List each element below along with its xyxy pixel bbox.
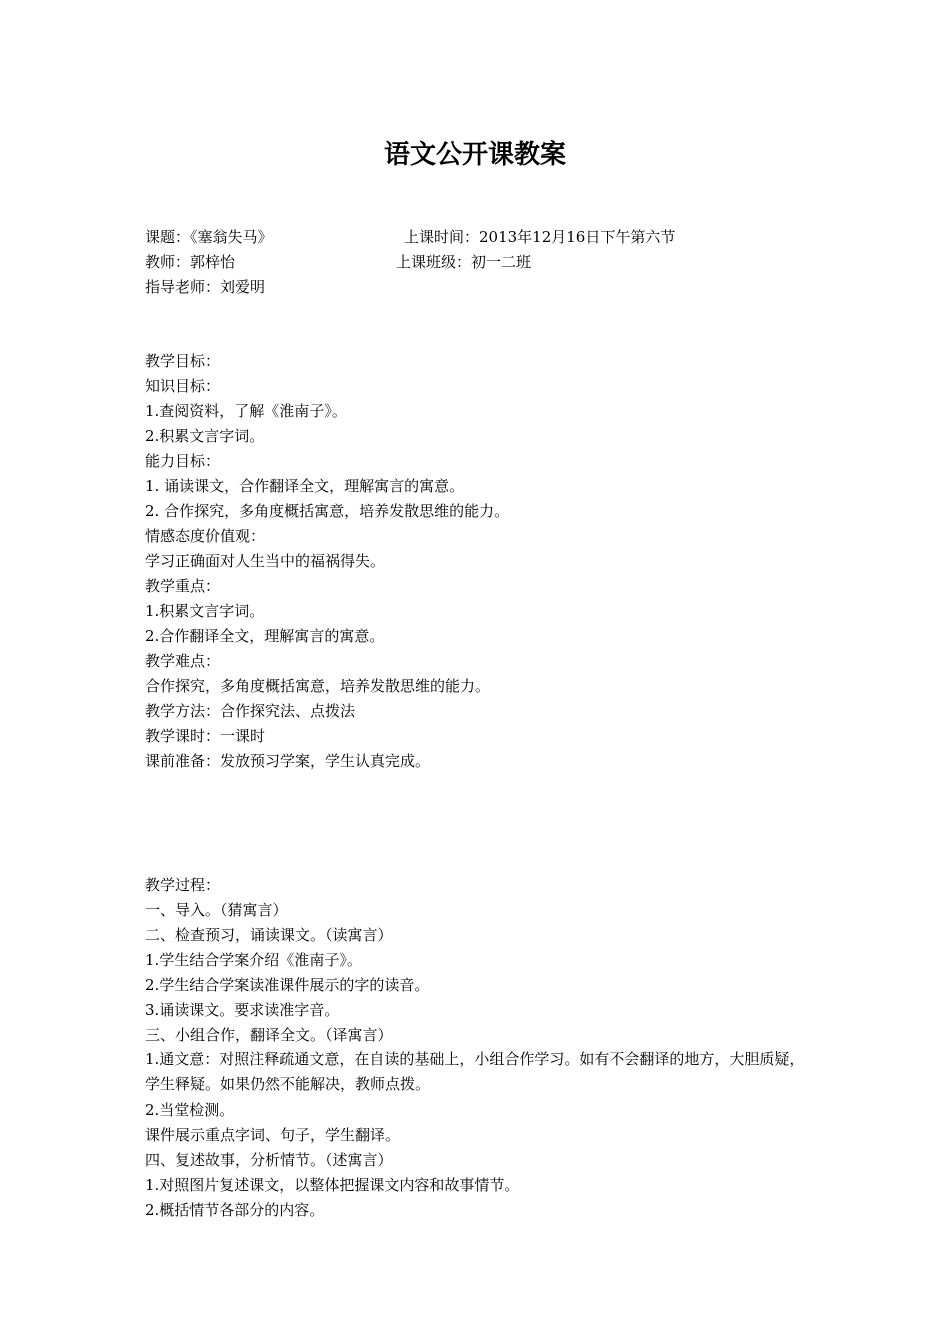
key-point-item: 2.合作翻译全文，理解寓言的寓意。 — [145, 627, 385, 645]
knowledge-item: 2.积累文言字词。 — [145, 427, 265, 445]
lesson-time: 上课时间：2013年12月16日下午第六节 — [404, 228, 676, 246]
key-point-item: 1.积累文言字词。 — [145, 602, 265, 620]
process-step: 四、复述故事，分析情节。（述寓言） — [145, 1151, 393, 1169]
ability-item: 1. 诵读课文，合作翻译全文，理解寓言的寓意。 — [145, 477, 465, 495]
process-substep: 1.对照图片复述课文，以整体把握课文内容和故事情节。 — [145, 1176, 520, 1194]
ability-heading: 能力目标： — [145, 452, 221, 470]
process-substep: 2.概括情节各部分的内容。 — [145, 1201, 325, 1219]
process-step: 一、导入。（猜寓言） — [145, 901, 288, 919]
process-substep: 1.通文意：对照注释疏通文意，在自读的基础上，小组合作学习。如有不会翻译的地方，大胆质疑，学生释疑。如果仍然不能解决，教师点拨。 — [145, 1050, 805, 1093]
lesson-topic: 课题：《塞翁失马》 — [145, 228, 273, 246]
emotion-item: 学习正确面对人生当中的福祸得失。 — [145, 552, 386, 570]
process-substep: 2.当堂检测。 — [145, 1101, 235, 1119]
teaching-method: 教学方法：合作探究法、点拨法 — [145, 702, 356, 720]
knowledge-heading: 知识目标： — [145, 377, 221, 395]
difficulty-item: 合作探究，多角度概括寓意，培养发散思维的能力。 — [145, 677, 491, 695]
process-substep: 1.学生结合学案介绍《淮南子》。 — [145, 951, 362, 969]
knowledge-item: 1.查阅资料，了解《淮南子》。 — [145, 402, 347, 420]
class-name: 上课班级：初一二班 — [396, 253, 532, 271]
teaching-hours: 教学课时：一课时 — [145, 727, 266, 745]
advisor-name: 指导老师：刘爱明 — [145, 278, 266, 296]
document-title: 语文公开课教案 — [383, 140, 566, 170]
process-heading: 教学过程： — [145, 876, 221, 894]
goals-heading: 教学目标： — [145, 352, 221, 370]
process-substep: 3.诵读课文。要求读准字音。 — [145, 1001, 340, 1019]
emotion-heading: 情感态度价值观： — [145, 527, 266, 545]
process-substep: 课件展示重点字词、句子，学生翻译。 — [145, 1126, 401, 1144]
process-step: 三、小组合作，翻译全文。（译寓言） — [145, 1026, 393, 1044]
preparation: 课前准备：发放预习学案，学生认真完成。 — [145, 752, 431, 770]
process-step: 二、检查预习，诵读课文。（读寓言） — [145, 926, 393, 944]
key-points-heading: 教学重点： — [145, 577, 221, 595]
difficulty-heading: 教学难点： — [145, 652, 221, 670]
teacher-name: 教师：郭梓怡 — [145, 253, 236, 271]
process-substep: 2.学生结合学案读准课件展示的字的读音。 — [145, 976, 430, 994]
ability-item: 2. 合作探究，多角度概括寓意，培养发散思维的能力。 — [145, 502, 510, 520]
